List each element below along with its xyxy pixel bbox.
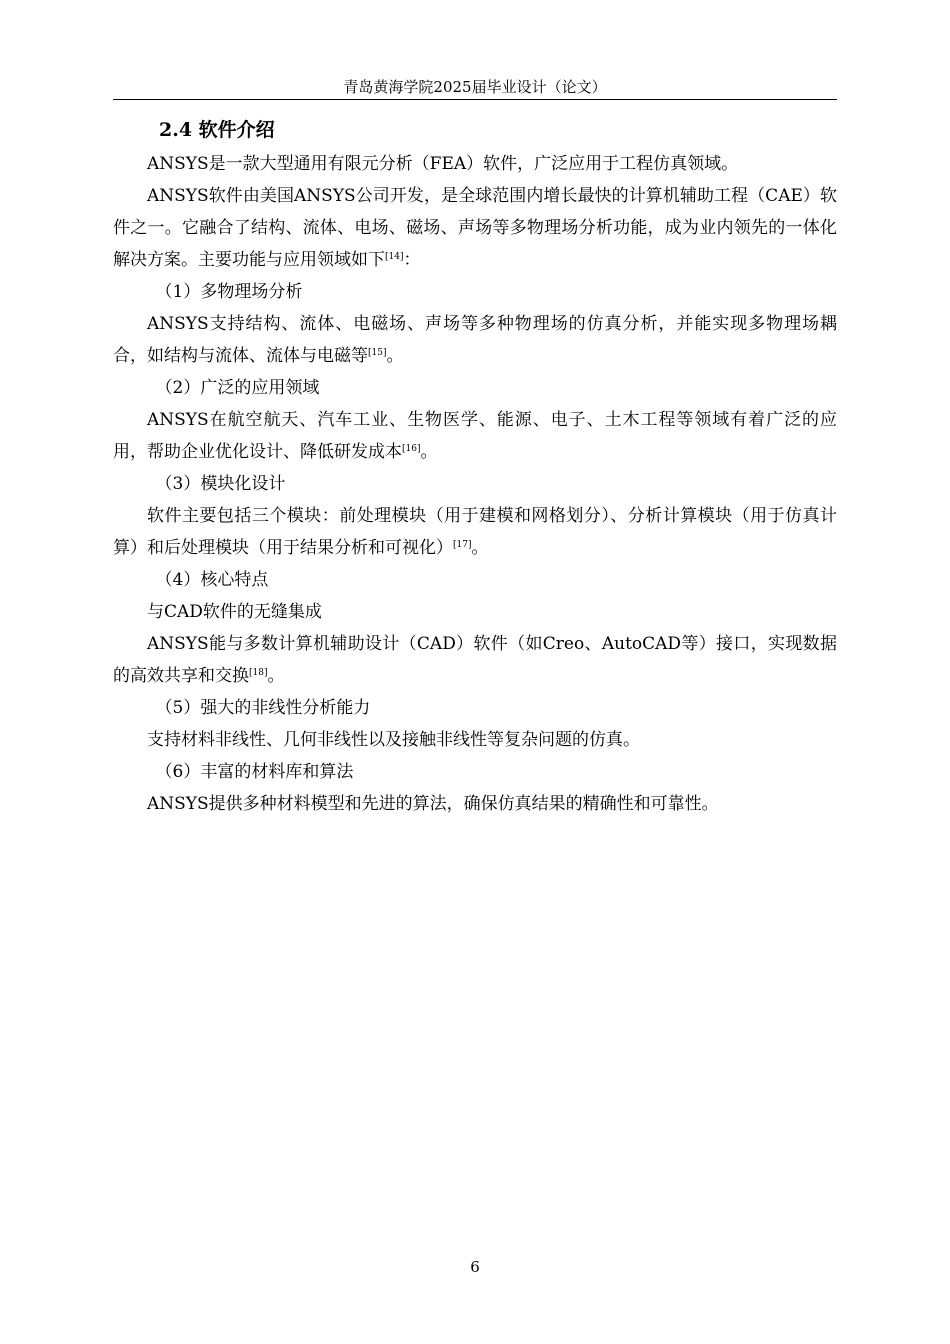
subheading-4: （4）核心特点 [155,570,269,590]
header-divider [113,99,837,100]
paragraph-company: ANSYS软件由美国ANSYS公司开发，是全球范围内增长最快的计算机辅助工程（CAE）软件之一。它融合了结构、流体、电场、磁场、声场等多物理场分析功能，成为业内领先的一体化解决方案。主要功能与应用领域如下[14]： [113,186,837,270]
page-number: 6 [470,1258,480,1276]
subheading-6: （6）丰富的材料库和算法 [155,762,354,782]
paragraph-1: ANSYS支持结构、流体、电磁场、声场等多种物理场的仿真分析，并能实现多物理场耦合，如结构与流体、流体与电磁等[15]。 [113,314,837,366]
document-body [113,148,837,820]
section-title: 2.4 软件介绍 [159,119,275,141]
subheading-1: （1）多物理场分析 [155,282,303,302]
citation-ref: [16] [402,444,421,454]
paragraph-5: 支持材料非线性、几何非线性以及接触非线性等复杂问题的仿真。 [147,730,640,750]
subheading-5: （5）强大的非线性分析能力 [155,698,371,718]
paragraph-2: ANSYS在航空航天、汽车工业、生物医学、能源、电子、土木工程等领域有着广泛的应用，帮助企业优化设计、降低研发成本[16]。 [113,410,837,462]
subheading-2: （2）广泛的应用领域 [155,378,320,398]
paragraph-3: 软件主要包括三个模块：前处理模块（用于建模和网格划分）、分析计算模块（用于仿真计算）和后处理模块（用于结果分析和可视化）[17]。 [113,506,837,558]
paragraph-4a: 与CAD软件的无缝集成 [147,602,322,622]
citation-ref: [17] [453,540,472,550]
citation-ref: [18] [249,668,268,678]
citation-ref: [15] [368,348,387,358]
paragraph-6: ANSYS提供多种材料模型和先进的算法，确保仿真结果的精确性和可靠性。 [147,794,719,814]
paragraph-intro: ANSYS是一款大型通用有限元分析（FEA）软件，广泛应用于工程仿真领域。 [147,154,739,174]
page-header: 青岛黄海学院2025届毕业设计（论文） [343,78,607,96]
paragraph-4b: ANSYS能与多数计算机辅助设计（CAD）软件（如Creo、AutoCAD等）接口，实现数据的高效共享和交换[18]。 [113,634,837,686]
subheading-3: （3）模块化设计 [155,474,286,494]
citation-ref: [14] [385,252,404,262]
